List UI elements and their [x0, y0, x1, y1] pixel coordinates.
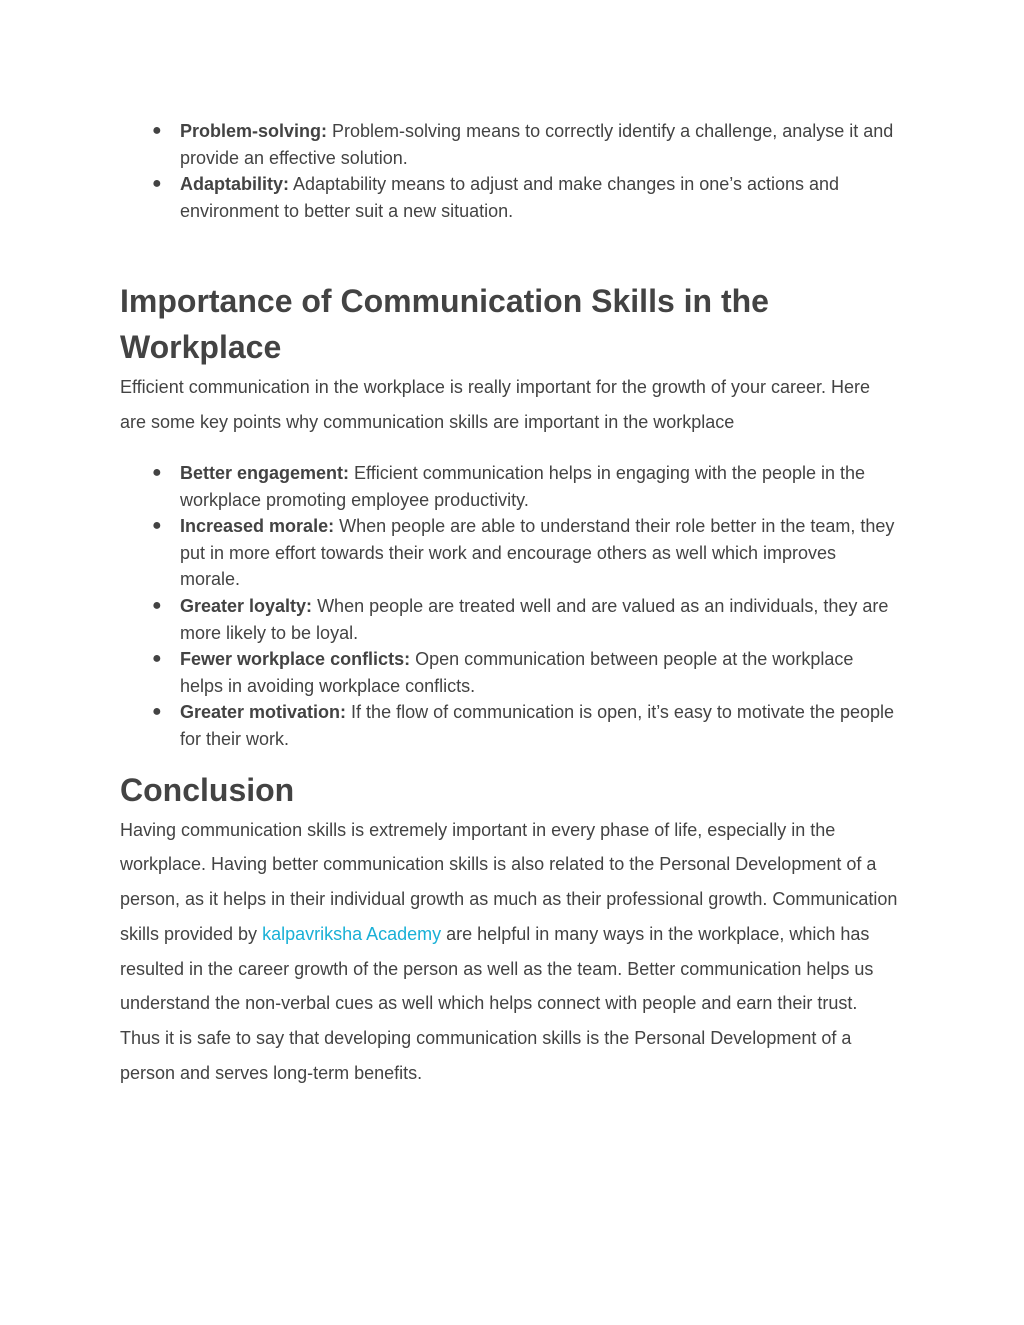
- list-item-term: Greater loyalty:: [180, 595, 313, 616]
- list-item-term: Adaptability:: [180, 174, 290, 195]
- list-item: [120, 118, 900, 171]
- list-item-text: When people are able to understand their role better in the team, they put in more effort towards their work and encourage others as well which improves morale.: [180, 516, 895, 590]
- list-item-term: Better engagement:: [180, 462, 350, 483]
- bullet-icon: ●: [152, 596, 162, 614]
- bullet-icon: ●: [152, 650, 162, 668]
- list-item-term: Greater motivation:: [180, 702, 347, 723]
- list-item: [120, 593, 900, 646]
- bullet-icon: ●: [152, 175, 162, 193]
- list-item: [120, 171, 900, 224]
- skills-list: [120, 118, 900, 224]
- list-item: [120, 513, 900, 593]
- document-page: [120, 118, 900, 1091]
- list-item-text: When people are treated well and are valued as an individuals, they are more likely to be loyal.: [180, 595, 889, 643]
- list-item: [120, 646, 900, 699]
- conclusion-paragraph: [120, 813, 900, 1091]
- conclusion-text-before-link: Having communication skills is extremely important in every phase of life, especially in the workplace. Having better communication skills is also related to the Personal Development of a person, as it helps in their individual growth as much as their professional growth. Communication skills provided by: [120, 819, 898, 944]
- bullet-icon: ●: [152, 703, 162, 721]
- list-item-term: Increased morale:: [180, 516, 335, 537]
- importance-intro-paragraph: Efficient communication in the workplace is really important for the growth of your career. Here are some key points why communication skills are important in the workplace: [120, 377, 871, 433]
- list-item: [120, 699, 900, 752]
- bullet-icon: ●: [152, 463, 162, 481]
- section-heading-importance: Importance of Communication Skills in the Workplace: [120, 283, 769, 366]
- section-heading-conclusion: Conclusion: [120, 771, 295, 808]
- list-item-text: Adaptability means to adjust and make changes in one’s actions and environment to better suit a new situation.: [180, 174, 840, 221]
- list-item-text: If the flow of communication is open, it’s easy to motivate the people for their work.: [180, 702, 895, 749]
- list-item: [120, 460, 900, 513]
- list-item-text: Efficient communication helps in engaging with the people in the workplace promoting employee productivity.: [180, 462, 866, 510]
- bullet-icon: ●: [152, 122, 162, 139]
- list-item-term: Problem-solving:: [180, 121, 328, 141]
- bullet-icon: ●: [152, 517, 162, 535]
- list-item-text: Open communication between people at the workplace helps in avoiding workplace conflicts.: [180, 649, 854, 696]
- list-item-text: Problem-solving means to correctly identify a challenge, analyse it and provide an effective solution.: [180, 121, 894, 168]
- list-item-term: Fewer workplace conflicts:: [180, 649, 411, 670]
- kalpavriksha-academy-link[interactable]: kalpavriksha Academy: [262, 923, 442, 944]
- importance-points-list: [120, 460, 900, 753]
- conclusion-text-after-link: are helpful in many ways in the workplace, which has resulted in the career growth of the person as well as the team. Better communication helps us understand the non-verbal cues as well which helps connect with people and earn their trust. Thus it is safe to say that developing communication skills is the Personal Development of a person and serves long-term benefits.: [120, 923, 874, 1084]
